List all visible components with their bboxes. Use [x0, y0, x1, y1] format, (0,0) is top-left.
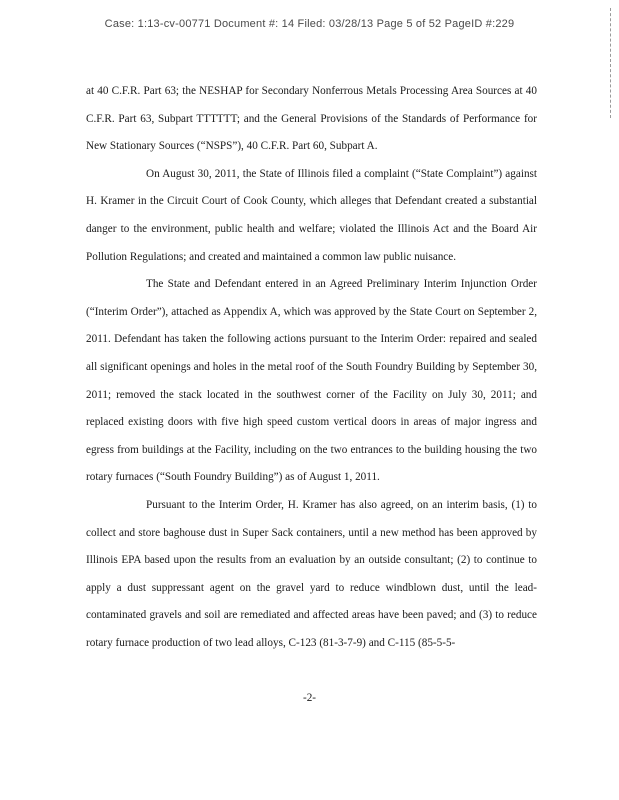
case-header: Case: 1:13-cv-00771 Document #: 14 Filed: 03/28/13 Page 5 of 52 PageID #:229: [104, 18, 515, 30]
document-body: [86, 78, 537, 657]
paragraph-state-complaint: On August 30, 2011, the State of Illinois filed a complaint (“State Complaint”) against H. Kramer in the Circuit Court of Cook County, which alleges that Defendant created a substantial danger to the environment, public health and welfare; violated the Illinois Act and the Board Air Pollution Regulations; and created and maintained a common law public nuisance.: [86, 167, 537, 263]
page-number: -2-: [302, 692, 317, 704]
margin-rule: [610, 8, 611, 118]
paragraph-interim-obligations: Pursuant to the Interim Order, H. Kramer has also agreed, on an interim basis, (1) to collect and store baghouse dust in Super Sack containers, until a new method has been approved by Illinois EPA based upon the results from an evaluation by an outside consultant; (2) to continue to apply a dust suppressant agent on the gravel yard to reduce windblown dust, until the lead-contaminated gravels and soil are remediated and affected areas have been paved; and (3) to reduce rotary furnace production of two lead alloys, C-123 (81-3-7-9) and C-115 (85-5-5-: [86, 498, 537, 649]
paragraph-continuation: at 40 C.F.R. Part 63; the NESHAP for Secondary Nonferrous Metals Processing Area Sources at 40 C.F.R. Part 63, Subpart TTTTTT; and the General Provisions of the Standards of Performance for New Stationary Sources (“NSPS”), 40 C.F.R. Part 60, Subpart A.: [86, 85, 537, 153]
paragraph-interim-order: The State and Defendant entered in an Agreed Preliminary Interim Injunction Order (“Interim Order”), attached as Appendix A, which was approved by the State Court on September 2, 2011. Defendant has taken the following actions pursuant to the Interim Order: repaired and sealed all significant openings and holes in the metal roof of the South Foundry Building by September 30, 2011; removed the stack located in the southwest corner of the Facility on July 30, 2011; and replaced existing doors with five high speed custom vertical doors in areas of major ingress and egress from buildings at the Facility, including on the two entrances to the building housing the two rotary furnaces (“South Foundry Building”) as of August 1, 2011.: [86, 278, 537, 484]
